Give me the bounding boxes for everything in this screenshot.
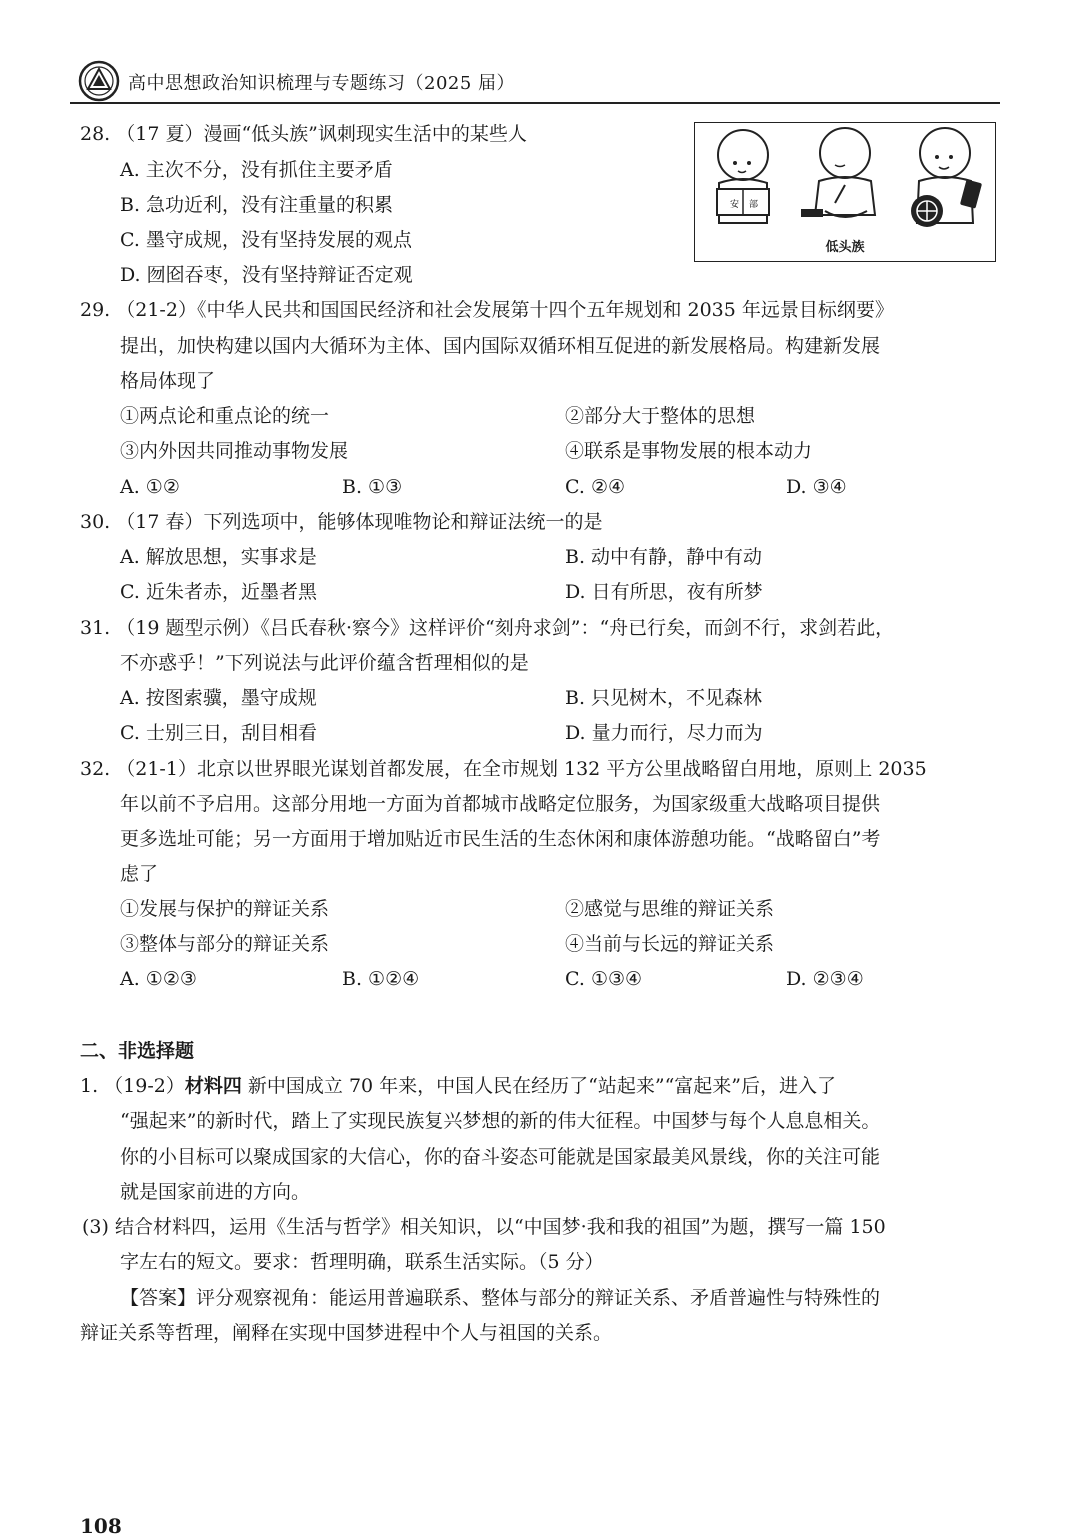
q30-option-c: C. 近朱者赤，近墨者黑 <box>120 581 317 603</box>
q29-item-1: ①两点论和重点论的统一 <box>120 405 330 427</box>
q32-stem-line-3: 更多选址可能；另一方面用于增加贴近市民生活的生态休闲和康体游憩功能。“战略留白”考 <box>120 828 881 850</box>
nq1-answer-line-2: 辩证关系等哲理，阐释在实现中国梦进程中个人与祖国的关系。 <box>80 1322 613 1344</box>
q29-choice-c: C. ②④ <box>565 476 626 498</box>
q29-choice-b: B. ①③ <box>342 476 403 498</box>
nq1-answer-line-1: 【答案】评分观察视角：能运用普遍联系、整体与部分的辩证关系、矛盾普遍性与特殊性的 <box>120 1287 881 1309</box>
q31-option-b: B. 只见树木，不见森林 <box>565 687 763 709</box>
q32-choice-c: C. ①③④ <box>565 968 643 990</box>
q32-item-3: ③整体与部分的辩证关系 <box>120 933 330 955</box>
nq1-line-2: “强起来”的新时代，踏上了实现民族复兴梦想的新的伟大征程。中国梦与每个人息息相关。 <box>120 1110 881 1132</box>
q28-option-d: D. 囫囵吞枣，没有坚持辩证否定观 <box>120 264 413 286</box>
cartoon-drawing-icon <box>695 123 995 233</box>
q32-stem-line-2: 年以前不予启用。这部分用地一方面为首都城市战略定位服务，为国家级重大战略项目提供 <box>120 793 881 815</box>
nq1-line-3: 你的小目标可以聚成国家的大信心，你的奋斗姿态可能就是国家最美风景线，你的关注可能 <box>120 1146 881 1168</box>
nq1-line-4: 就是国家前进的方向。 <box>120 1181 311 1203</box>
svg-text:部: 部 <box>749 200 759 210</box>
q31-option-d: D. 量力而行，尽力而为 <box>565 722 763 744</box>
q28-option-a: A. 主次不分，没有抓住主要矛盾 <box>120 159 393 181</box>
q30-option-a: A. 解放思想，实事求是 <box>120 546 317 568</box>
q32-item-1: ①发展与保护的辩证关系 <box>120 898 330 920</box>
q30-stem: 30. （17 春）下列选项中，能够体现唯物论和辩证法统一的是 <box>80 511 603 533</box>
q29-item-2: ②部分大于整体的思想 <box>565 405 756 427</box>
q29-choice-d: D. ③④ <box>786 476 847 498</box>
q29-choice-a: A. ①② <box>120 476 180 498</box>
q32-choice-d: D. ②③④ <box>786 968 864 990</box>
header-rule <box>70 102 1000 104</box>
q29-stem-line-2: 提出，加快构建以国内大循环为主体、国内国际双循环相互促进的新发展格局。构建新发展 <box>120 335 881 357</box>
q28-stem: 28. （17 夏）漫画“低头族”讽刺现实生活中的某些人 <box>80 123 527 145</box>
nq1-line-1 <box>80 1073 836 1099</box>
q32-stem-line-1: 32. （21-1）北京以世界眼光谋划首都发展，在全市规划 132 平方公里战略留白用地，原则上 2035 <box>80 758 927 780</box>
header-title: 高中思想政治知识梳理与专题练习（2025 届） <box>128 73 516 94</box>
nq1-material-label: 材料四 <box>184 1075 242 1097</box>
q29-stem-line-3: 格局体现了 <box>120 370 216 392</box>
nq1-sub3-line-2: 字左右的短文。要求：哲理明确，联系生活实际。（5 分） <box>120 1251 604 1273</box>
nq1-prefix: 1. （19-2） <box>80 1075 185 1097</box>
q28-option-c: C. 墨守成规，没有坚持发展的观点 <box>120 229 412 251</box>
q29-stem-line-1: 29. （21-2）《中华人民共和国国民经济和社会发展第十四个五年规划和 2035 年远景目标纲要》 <box>80 299 894 321</box>
nq1-line-1-text: 新中国成立 70 年来，中国人民在经历了“站起来”“富起来”后，进入了 <box>241 1075 837 1097</box>
q30-option-b: B. 动中有静，静中有动 <box>565 546 763 568</box>
q31-option-c: C. 士别三日，刮目相看 <box>120 722 317 744</box>
svg-text:安: 安 <box>730 200 740 210</box>
q31-option-a: A. 按图索骥，墨守成规 <box>120 687 317 709</box>
cartoon-caption: 低头族 <box>825 240 865 255</box>
q32-stem-line-4: 虑了 <box>120 863 159 885</box>
page-header <box>70 58 1000 104</box>
q32-choice-a: A. ①②③ <box>120 968 197 990</box>
school-logo-icon <box>78 60 120 102</box>
section-2-title: 二、非选择题 <box>80 1040 195 1062</box>
q32-item-2: ②感觉与思维的辩证关系 <box>565 898 775 920</box>
nq1-sub3-line-1: (3) 结合材料四，运用《生活与哲学》相关知识，以“中国梦·我和我的祖国”为题，撰写一篇 150 <box>82 1216 886 1238</box>
q30-option-d: D. 日有所思，夜有所梦 <box>565 581 763 603</box>
q29-item-3: ③内外因共同推动事物发展 <box>120 440 349 462</box>
page-number: 108 <box>80 1514 122 1538</box>
q32-choice-b: B. ①②④ <box>342 968 420 990</box>
q28-option-b: B. 急功近利，没有注重量的积累 <box>120 194 394 216</box>
q32-item-4: ④当前与长远的辩证关系 <box>565 933 775 955</box>
cartoon-figure <box>694 122 996 262</box>
q31-stem-line-2: 不亦惑乎！”下列说法与此评价蕴含哲理相似的是 <box>120 652 529 674</box>
q31-stem-line-1: 31. （19 题型示例）《吕氏春秋·察今》这样评价“刻舟求剑”：“舟已行矣，而剑不行，求剑若此， <box>80 617 895 639</box>
q29-item-4: ④联系是事物发展的根本动力 <box>565 440 813 462</box>
